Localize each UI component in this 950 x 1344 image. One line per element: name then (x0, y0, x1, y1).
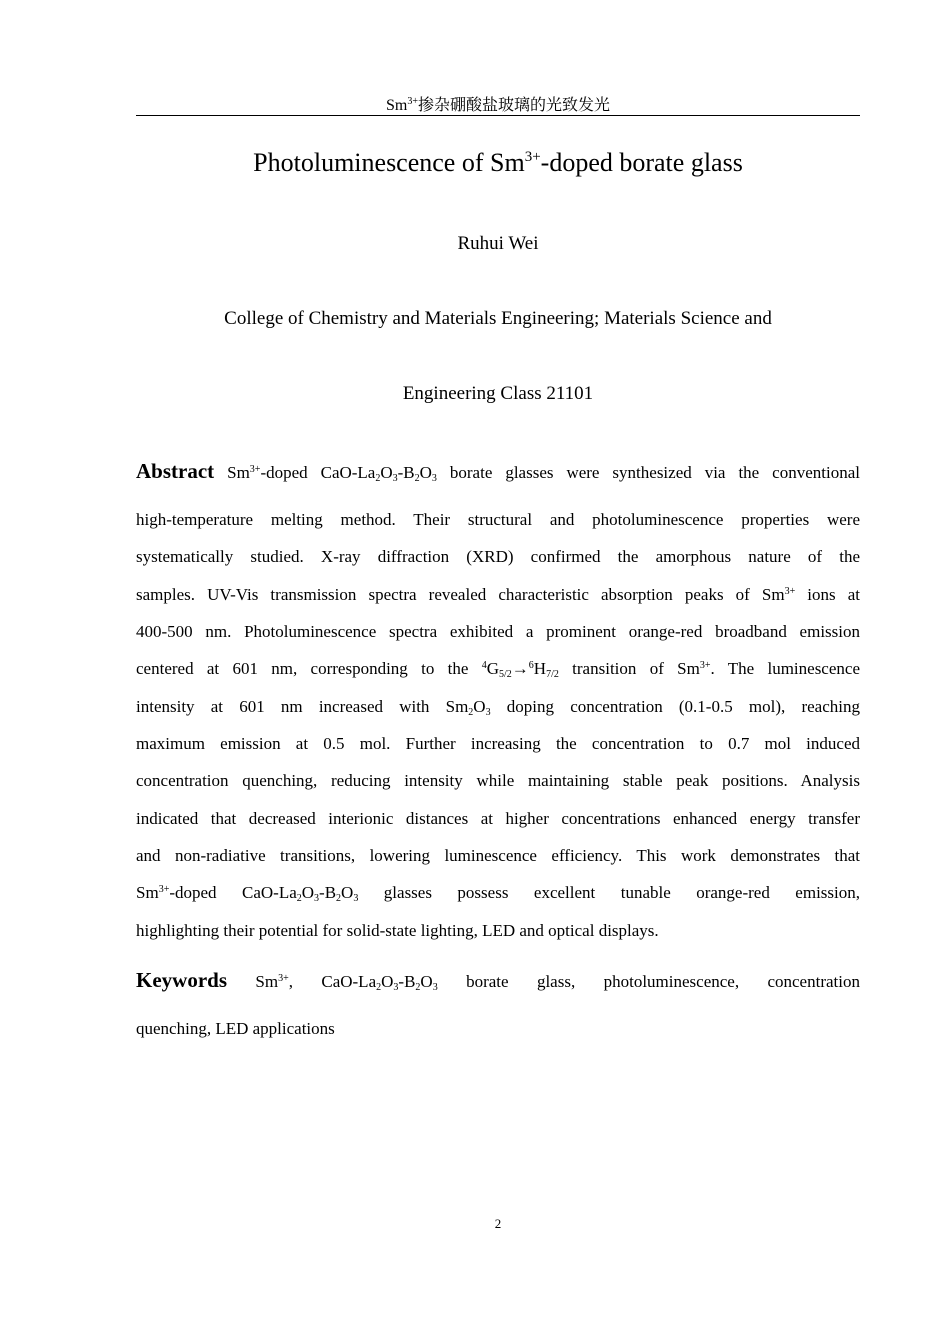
text-sup: 3+ (784, 586, 796, 597)
text-line (136, 807, 860, 831)
text-sub: 3 (314, 893, 320, 904)
text-run: borate glasses were synthesized via the conventional (436, 463, 860, 482)
text-sub: 3 (431, 473, 437, 484)
text-run: indicated that decreased interionic distances at higher concentrations enhanced energy transfer (136, 809, 860, 828)
text-line (136, 583, 860, 607)
title-text-rest: -doped borate glass (540, 148, 743, 177)
text-run: -B (319, 883, 337, 902)
paper-title (136, 148, 860, 178)
header-text: Sm (386, 97, 408, 114)
text-line (136, 620, 860, 644)
text-line (136, 919, 860, 943)
text-run: systematically studied. X-ray diffraction (XRD) confirmed the amorphous nature of the (136, 547, 860, 566)
text-run: concentration quenching, reducing intensity while maintaining stable peak positions. Analysis (136, 771, 860, 790)
text-run: 400-500 nm. Photoluminescence spectra exhibited a prominent orange-red broadband emission (136, 622, 860, 641)
text-run: and non-radiative transitions, lowering luminescence efficiency. This work demonstrates that (136, 846, 860, 865)
section-label: Abstract (136, 459, 215, 483)
text-sub: 3 (485, 707, 491, 718)
text-line (136, 732, 860, 756)
text-run: O (381, 972, 394, 991)
text-run: Sm (136, 883, 159, 902)
text-line (136, 545, 860, 569)
text-sub: 2 (296, 893, 302, 904)
text-sup: 4 (481, 660, 487, 671)
text-run: O (341, 883, 354, 902)
title-text: Photoluminescence of Sm (253, 148, 525, 177)
text-sup: 3+ (158, 884, 170, 895)
header-superscript: 3+ (407, 96, 418, 107)
text-run: O (419, 463, 432, 482)
text-sup: 3+ (699, 660, 711, 671)
text-sub: 3 (432, 982, 438, 993)
text-sub: 2 (415, 982, 421, 993)
text-line (136, 1017, 860, 1041)
text-sub: 7/2 (546, 669, 559, 680)
text-run: G (486, 659, 500, 678)
text-run: , CaO-La (288, 972, 377, 991)
text-run: ions at (795, 585, 860, 604)
text-run: highlighting their potential for solid-state lighting, LED and optical displays. (136, 921, 659, 940)
section-label: Keywords (136, 968, 227, 992)
page-number: 2 (494, 1216, 502, 1231)
text-run: -B (398, 972, 416, 991)
affiliation-line-2: Engineering Class 21101 (402, 383, 594, 404)
header-chinese-text: 掺杂硼酸盐玻璃的光致发光 (417, 97, 610, 114)
text-line (136, 881, 860, 905)
text-run: high-temperature melting method. Their structural and photoluminescence properties were (136, 510, 860, 529)
text-run: → (511, 659, 529, 678)
text-run: quenching, LED applications (136, 1019, 335, 1038)
text-sub: 2 (414, 473, 420, 484)
text-sub: 2 (336, 893, 342, 904)
text-sub: 3 (392, 473, 398, 484)
text-run: centered at 601 nm, corresponding to the (136, 659, 482, 678)
text-run: -doped CaO-La (169, 883, 297, 902)
header-rule (136, 115, 860, 116)
text-run: transition of Sm (558, 659, 700, 678)
text-sup: 6 (528, 660, 534, 671)
text-line (136, 695, 860, 719)
text-run: . The luminescence (710, 659, 860, 678)
text-sub: 2 (375, 473, 381, 484)
text-line (136, 508, 860, 532)
text-sup: 3+ (249, 464, 261, 475)
text-run: -doped CaO-La (260, 463, 376, 482)
running-header (136, 92, 860, 115)
text-sub: 2 (376, 982, 382, 993)
text-line (136, 769, 860, 793)
text-line (136, 844, 860, 868)
text-sub: 3 (353, 893, 359, 904)
text-sub: 3 (393, 982, 399, 993)
text-run: borate glass, photoluminescence, concentration (437, 972, 860, 991)
text-line (136, 968, 860, 992)
text-run: O (420, 972, 433, 991)
text-run: samples. UV-Vis transmission spectra revealed characteristic absorption peaks of Sm (136, 585, 785, 604)
author-name: Ruhui Wei (457, 233, 539, 254)
text-sub: 2 (468, 707, 474, 718)
text-run: maximum emission at 0.5 mol. Further increasing the concentration to 0.7 mol induced (136, 734, 860, 753)
text-run: O (380, 463, 393, 482)
affiliation-line-1: College of Chemistry and Materials Engineering; Materials Science and (224, 308, 772, 329)
text-run: O (473, 697, 486, 716)
text-run: H (533, 659, 547, 678)
text-sup: 3+ (278, 973, 289, 984)
text-run: O (301, 883, 315, 902)
text-run: glasses possess excellent tunable orange-red emission, (358, 883, 861, 902)
text-run: intensity at 601 nm increased with Sm (136, 697, 469, 716)
text-run: -B (397, 463, 415, 482)
text-run: doping concentration (0.1-0.5 mol), reaching (490, 697, 860, 716)
title-superscript: 3+ (524, 149, 541, 165)
text-run: Sm (227, 972, 279, 991)
text-run: Sm (214, 463, 250, 482)
text-line (136, 657, 860, 681)
text-line (136, 459, 860, 483)
text-sub: 5/2 (499, 669, 512, 680)
